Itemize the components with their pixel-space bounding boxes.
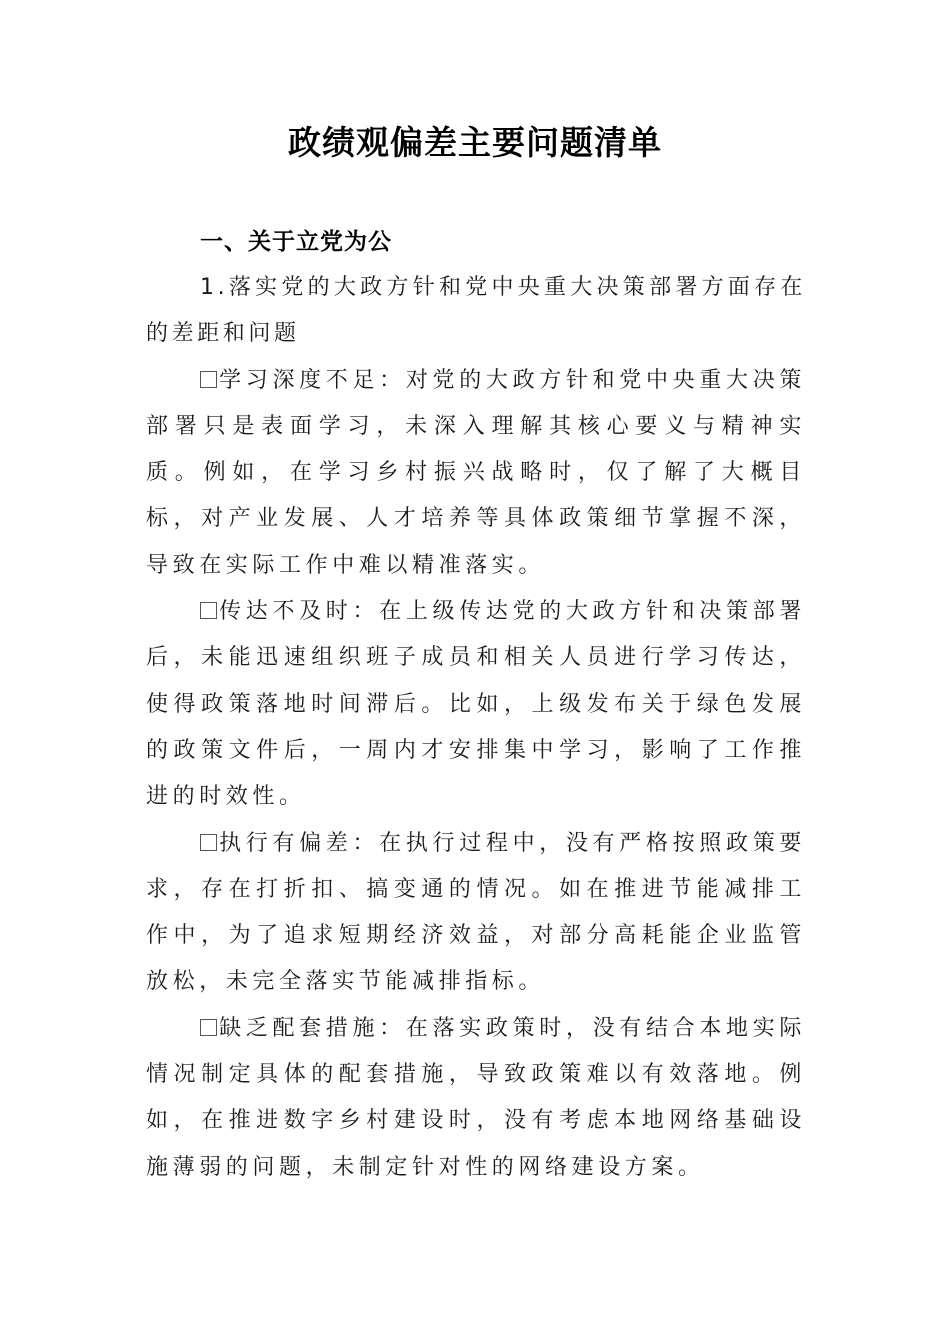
problem-item	[146, 358, 806, 589]
document-body	[146, 219, 806, 1191]
checkbox-icon	[200, 1019, 217, 1036]
item-text: 对党的大政方针和党中央重大决策部署只是表面学习，未深入理解其核心要义与精神实质。例如，在学习乡村振兴战略时，仅了解了大概目标，对产业发展、人才培养等具体政策细节掌握不深，导致在实际工作中难以精准落实。	[146, 367, 806, 578]
item-label: 执行有偏差：	[219, 830, 380, 856]
item-text: 在上级传达党的大政方针和决策部署后，未能迅速组织班子成员和相关人员进行学习传达，使得政策落地时间滞后。比如，上级发布关于绿色发展的政策文件后，一周内才安排集中学习，影响了工作推进的时效性。	[146, 599, 806, 810]
problem-item	[146, 589, 806, 820]
section-heading: 一、关于立党为公	[200, 229, 392, 255]
checkbox-icon	[200, 602, 217, 619]
problem-item	[146, 821, 806, 1006]
subsection-heading: 1.落实党的大政方针和党中央重大决策部署方面存在的差距和问题	[146, 275, 806, 347]
item-text: 在执行过程中，没有严格按照政策要求，存在打折扣、搞变通的情况。如在推进节能减排工作中，为了追求短期经济效益，对部分高耗能企业监管放松，未完全落实节能减排指标。	[146, 830, 806, 995]
checkbox-icon	[200, 834, 217, 851]
item-label: 传达不及时：	[219, 599, 380, 625]
checkbox-icon	[200, 371, 217, 388]
item-label: 学习深度不足：	[219, 367, 406, 393]
document-title: 政绩观偏差主要问题清单	[288, 123, 662, 162]
problem-item	[146, 1006, 806, 1191]
item-label: 缺乏配套措施：	[219, 1015, 406, 1041]
item-text: 在落实政策时，没有结合本地实际情况制定具体的配套措施，导致政策难以有效落地。例如，在推进数字乡村建设时，没有考虑本地网络基础设施薄弱的问题，未制定针对性的网络建设方案。	[146, 1015, 806, 1180]
